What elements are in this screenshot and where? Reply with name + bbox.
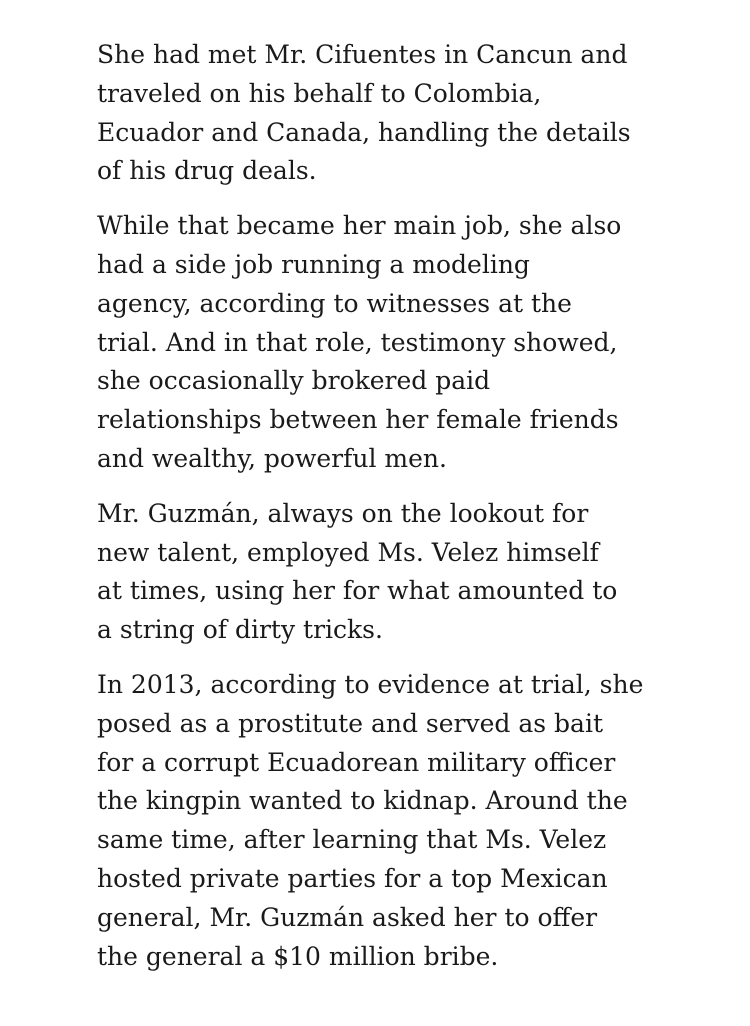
text-line: of his drug deals. xyxy=(97,156,317,186)
text-line: had a side job running a modeling xyxy=(97,249,530,279)
text-line: and wealthy, powerful men. xyxy=(97,443,447,473)
text-line: In 2013, according to evidence at trial, she xyxy=(97,669,644,699)
text-line: the general a $10 million bribe. xyxy=(97,941,499,971)
text-line: hosted private parties for a top Mexican xyxy=(97,863,608,893)
text-line: She had met Mr. Cifuentes in Cancun and xyxy=(97,40,628,69)
paragraph-3 xyxy=(97,495,657,650)
text-line: same time, after learning that Ms. Velez xyxy=(97,825,607,855)
text-line: posed as a prostitute and served as bait xyxy=(97,708,604,738)
text-line: traveled on his behalf to Colombia, xyxy=(97,78,542,108)
text-line: general, Mr. Guzmán asked her to offer xyxy=(97,902,598,932)
text-line: a string of dirty tricks. xyxy=(97,615,383,645)
text-line: the kingpin wanted to kidnap. Around the xyxy=(97,786,628,816)
text-line: she occasionally brokered paid xyxy=(97,366,491,396)
paragraph-2 xyxy=(97,207,657,479)
text-line: for a corrupt Ecuadorean military officer xyxy=(97,747,616,777)
text-line: trial. And in that role, testimony showed, xyxy=(97,327,618,357)
text-line: at times, using her for what amounted to xyxy=(97,576,618,606)
text-line: new talent, employed Ms. Velez himself xyxy=(97,537,599,567)
text-line: relationships between her female friends xyxy=(97,405,619,435)
text-line: While that became her main job, she also xyxy=(97,211,622,241)
paragraph-1 xyxy=(97,36,657,191)
paragraph-4 xyxy=(97,666,657,976)
text-line: Mr. Guzmán, always on the lookout for xyxy=(97,498,589,528)
text-line: agency, according to witnesses at the xyxy=(97,288,572,318)
text-line: Ecuador and Canada, handling the details xyxy=(97,117,631,147)
article-body xyxy=(97,36,657,992)
